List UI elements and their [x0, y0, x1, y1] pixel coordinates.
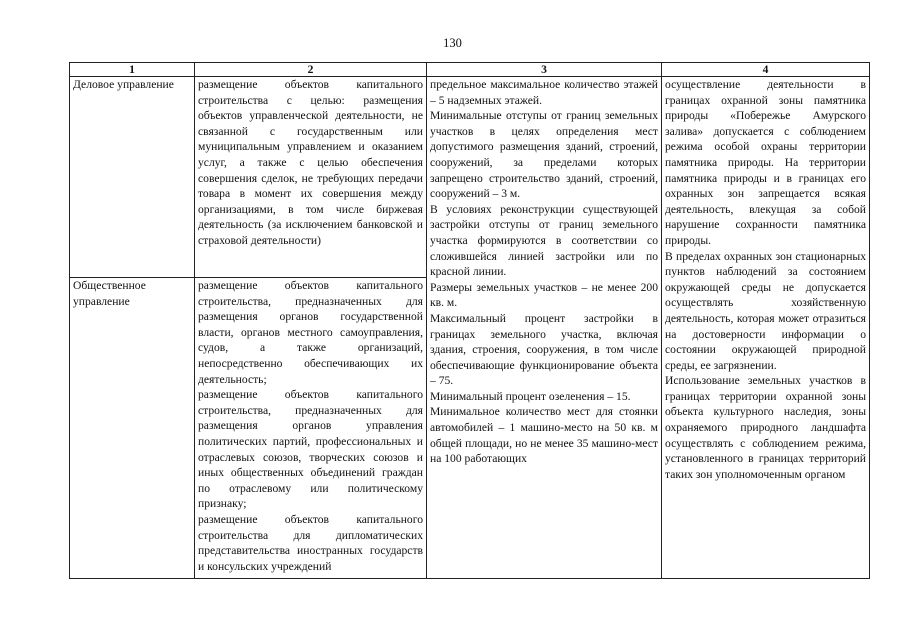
page-number: 130: [443, 36, 462, 50]
parameter-paragraph: Размеры земельных участков – не менее 200 кв. м.: [430, 280, 658, 310]
parameter-paragraph: Минимальное количество мест для стоянки автомобилей – 1 машино-место на 50 кв. м общей площади, но не менее 35 машино-мест на 100 работающих: [430, 405, 658, 466]
use-name-cell: [70, 278, 195, 579]
column-header-4: 4: [662, 63, 870, 77]
parameter-paragraph: В условиях реконструкции существующей застройки отступы от границ земельного участка формируются в соответствии со сложившейся линией застройки или по красной линии.: [430, 202, 658, 279]
parameter-paragraph: предельное максимальное количество этажей – 5 надземных этажей.: [430, 78, 658, 107]
table-header-row: [70, 63, 870, 77]
use-description-paragraph: размещение объектов капитального строительства для дипломатических представительства иностранных государств и консульских учреждений: [198, 512, 423, 573]
parameter-paragraph: Максимальный процент застройки в границах земельного участка, включая здания, строения, сооружения, в том числе обеспечивающие функционирование объекта – 75.: [430, 311, 658, 388]
column-header-3: 3: [427, 63, 662, 77]
parameter-paragraph: Минимальные отступы от границ земельных участков в целях определения мест допустимого размещения зданий, строений, сооружений, за пределами которых запрещено строительство зданий, строений, сооружений – 3 м.: [430, 109, 658, 201]
parameter-paragraph: Минимальный процент озеленения – 15.: [430, 389, 631, 403]
zoning-regulations-table: [69, 62, 870, 579]
use-description-paragraph: размещение объектов капитального строительства, предназначенных для размещения органов управления политических партий, профессиональных и отраслевых союзов, творческих союзов и иных общественных объединений граждан по отраслевому или политическому признаку;: [198, 388, 423, 511]
use-name: Деловое управление: [73, 78, 174, 91]
use-description-paragraph: размещение объектов капитального строительства с целью: размещения объектов управленческой деятельности, не связанной с государственным или муниципальным управлением и оказанием услуг, а также с целью обеспечения совершения сделок, не требующих передачи товара в момент их совершения между организациями, в том числе биржевая деятельность (за исключением банковской и страховой деятельности): [198, 78, 423, 247]
column-header-2: 2: [195, 63, 427, 77]
use-description-paragraph: размещение объектов капитального строительства, предназначенных для размещения органов государственной власти, органов местного самоуправления, судов, а также организаций, непосредственно обеспечивающих их деятельность;: [198, 279, 423, 386]
use-name-cell: [70, 77, 195, 278]
restriction-paragraph: В пределах охранных зон стационарных пунктов наблюдений за состоянием окружающей среды не допускается осуществлять хозяйственную деятельность, которая может отразиться на достоверности информации о состоянии окружающей природной среды, ее загрязнении.: [665, 249, 866, 372]
column-header-1: 1: [70, 63, 195, 77]
table-row-business-management: [70, 77, 870, 278]
restriction-paragraph: осуществление деятельности в границах охранной зоны памятника природы «Побережье Амурского залива» допускается с соблюдением режима особой охраны территории памятника природы. На территории памятника природы и в границах его охранных зон запрещается всякая деятельность, влекущая за собой нарушение сохранности памятника природы.: [665, 78, 866, 247]
parameters-cell: [427, 77, 662, 579]
restriction-paragraph: Использование земельных участков в границах территории охранной зоны объекта культурного наследия, зоны охраняемого природного ландшафта осуществлять с соблюдением режима, установленного в границах территорий таких зон уполномоченным органом: [665, 374, 866, 481]
restrictions-cell: [662, 77, 870, 579]
use-description-cell: [195, 77, 427, 278]
use-description-cell: [195, 278, 427, 579]
use-name: Общественное управление: [73, 279, 146, 308]
